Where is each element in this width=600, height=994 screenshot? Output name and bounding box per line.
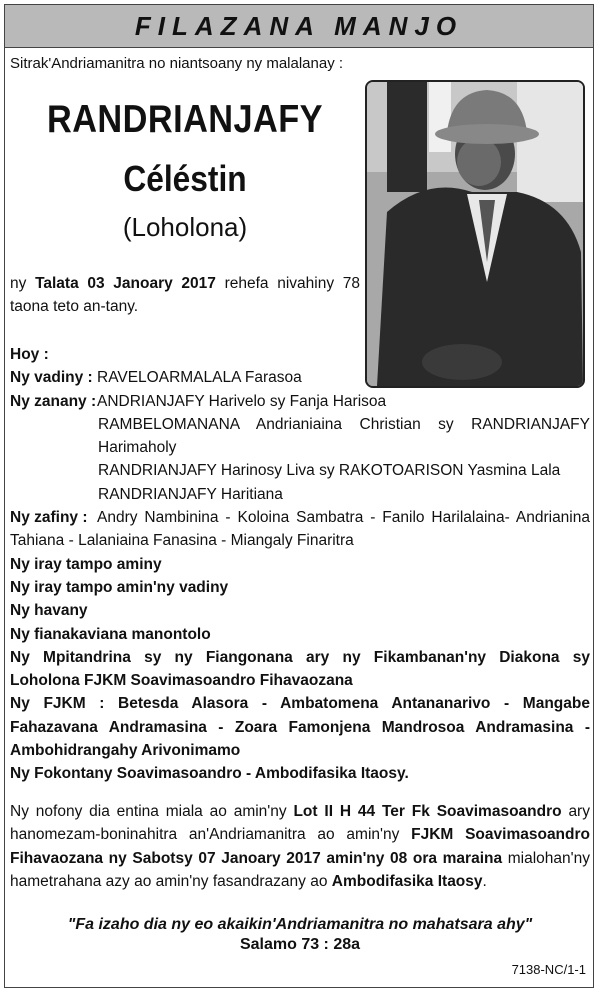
funeral-text-2: ary — [568, 803, 590, 820]
relation-line-1: Ny iray tampo aminy — [10, 555, 162, 573]
header-title: FILAZANA MANJO — [134, 10, 464, 41]
zanaka-line-3: Harimaholy — [98, 439, 177, 457]
funeral-text-4: mialohan'ny — [507, 849, 590, 867]
funeral-text-1: Ny nofony dia entina miala ao amin'ny — [10, 803, 287, 820]
funeral-details — [10, 800, 590, 893]
family-section — [10, 343, 590, 786]
zafy-label: Ny zafiny : — [10, 509, 88, 527]
relation-line-5: Ny Mpitandrina sy ny Fiangonana ary ny Fikambanan'ny Diakona sy — [10, 648, 590, 666]
notice-header — [4, 4, 594, 48]
funeral-datetime: ny Sabotsy 07 Janoary 2017 amin'ny 08 ora maraina — [108, 849, 503, 867]
funeral-place-2b: Fihavaozana — [10, 849, 104, 867]
closing-quote-block — [10, 916, 590, 954]
vady-label: Ny vadiny : — [10, 369, 93, 387]
death-announcement — [10, 272, 360, 319]
vady-value: RAVELOARMALALA Farasoa — [97, 369, 302, 387]
deceased-given-name: Céléstin — [123, 158, 247, 199]
relation-line-9: Ambohidrangahy Arivonimamo — [10, 742, 241, 760]
relation-line-3: Ny havany — [10, 602, 88, 620]
funeral-place-1: Lot II H 44 Ter Fk Soavimasoandro — [293, 803, 562, 820]
death-prefix: ny — [10, 275, 27, 292]
funeral-text-5: hametrahana azy ao amin'ny fasandrazany ao — [10, 872, 328, 890]
zanaka-line-2: RAMBELOMANANA Andrianiaina Christian sy RANDRIANJAFY — [98, 415, 590, 433]
portrait-image — [367, 82, 583, 386]
closing-quote: "Fa izaho dia ny eo akaikin'Andriamanitra no mahatsara ahy" — [67, 916, 533, 933]
zanaka-line-5: RANDRIANJAFY Haritiana — [98, 485, 283, 503]
relation-line-10: Ny Fokontany Soavimasoandro - Ambodifasika Itaosy. — [10, 765, 409, 783]
deceased-title: (Loholona) — [122, 212, 248, 242]
relation-line-4: Ny fianakaviana manontolo — [10, 625, 211, 643]
reference-code: 7138-NC/1-1 — [511, 962, 586, 977]
portrait-photo — [365, 80, 585, 388]
relation-line-7: Ny FJKM : Betesda Alasora - Ambatomena Antananarivo - Mangabe — [10, 695, 590, 713]
zanaka-line-4: RANDRIANJAFY Harinosy Liva sy RAKOTOARISON Yasmina Lala — [98, 462, 561, 480]
deceased-surname: RANDRIANJAFY — [46, 98, 324, 141]
funeral-text-3: hanomezam-boninahitra an'Andriamanitra ao amin'ny — [10, 826, 400, 844]
zafy-line-2: Tahiana - Lalaniaina Fanasina - Miangaly Finaritra — [10, 532, 354, 550]
closing-verse: Salamo 73 : 28a — [239, 936, 361, 953]
death-text-2: taona teto an-tany. — [10, 298, 139, 316]
relation-line-2: Ny iray tampo amin'ny vadiny — [10, 578, 229, 596]
intro-text: Sitrak'Andriamanitra no niantsoany ny malalanay : — [10, 55, 344, 72]
zanaka-label: Ny zanany : — [10, 392, 97, 410]
death-date: Talata 03 Janoary 2017 — [35, 275, 216, 292]
funeral-place-3: Ambodifasika Itaosy — [331, 872, 483, 890]
hoy-label: Hoy : — [10, 346, 49, 363]
funeral-text-6: . — [482, 872, 487, 890]
funeral-place-2a: FJKM Soavimasoandro — [411, 826, 590, 844]
relation-line-8: Fahazavana Andramasina - Zoara Famonjena Mandrosoa Andramasina - — [10, 718, 590, 736]
death-text-1: rehefa nivahiny 78 — [224, 275, 361, 292]
zafy-line-1: Andry Nambinina - Koloina Sambatra - Fanilo Harilalaina- Andrianina — [97, 509, 590, 527]
zanaka-line-1: ANDRIANJAFY Harivelo sy Fanja Harisoa — [97, 392, 387, 410]
relation-line-6: Loholona FJKM Soavimasoandro Fihavaozana — [10, 672, 353, 690]
